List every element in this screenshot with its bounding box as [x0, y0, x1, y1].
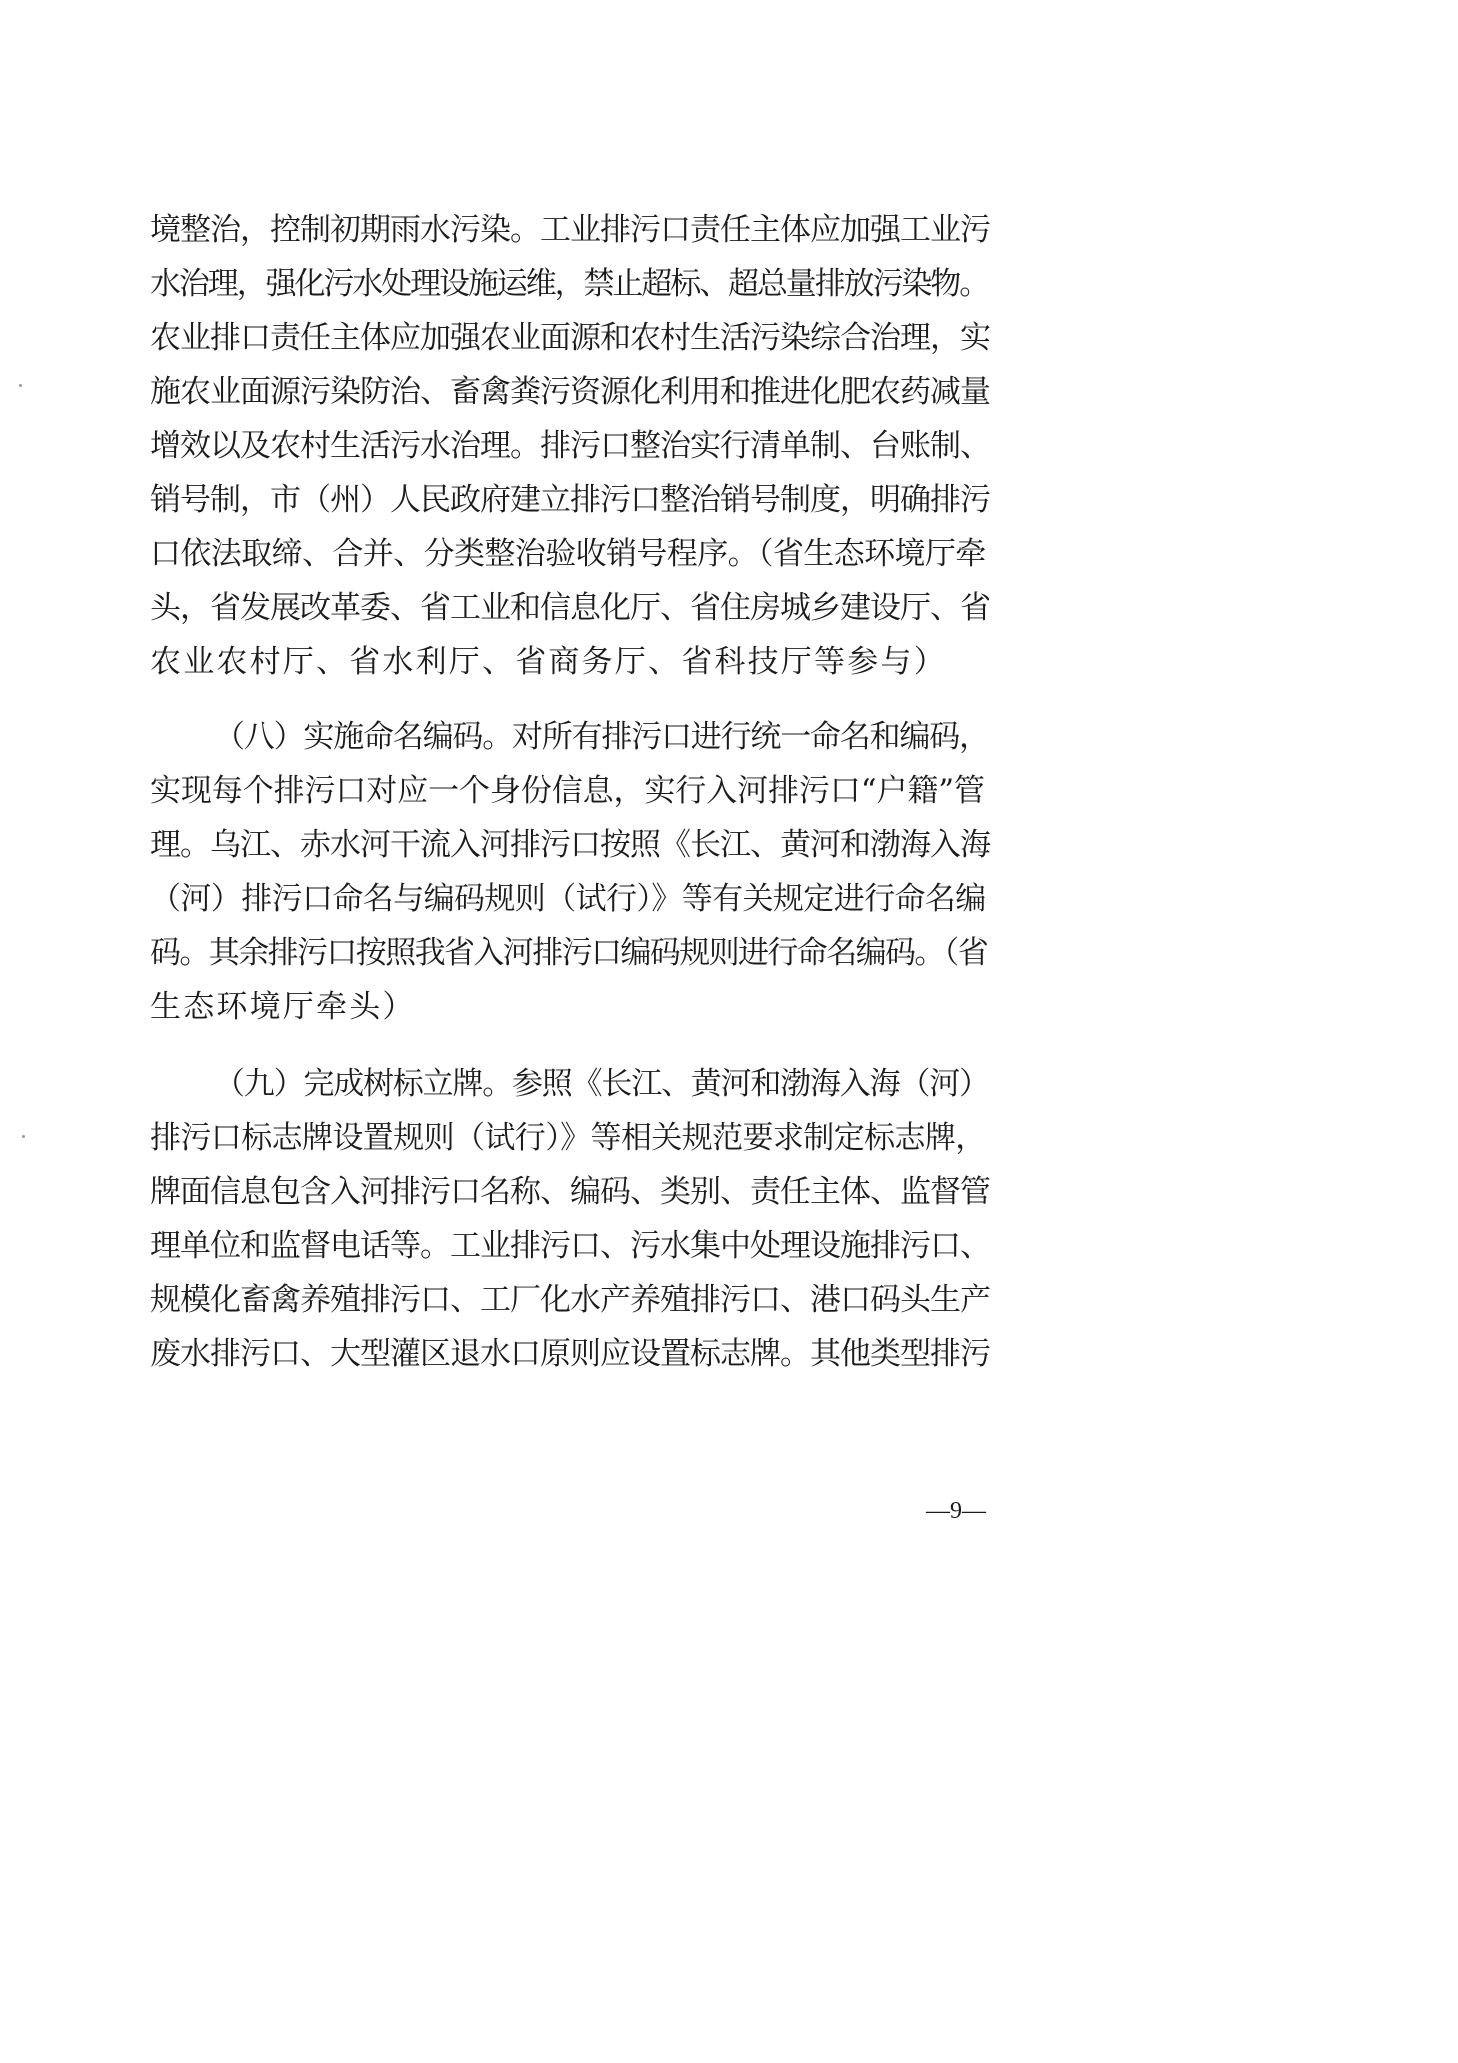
text-line: 头，省发展改革委、省工业和信息化厅、省住房城乡建设厅、省	[150, 590, 990, 626]
scan-speck	[19, 384, 22, 387]
text-line: 理单位和监督电话等。工业排污口、污水集中处理设施排污口、	[150, 1228, 990, 1264]
text-line: 牌面信息包含入河排污口名称、编码、类别、责任主体、监督管	[150, 1174, 990, 1210]
text-line: 销号制，市（州）人民政府建立排污口整治销号制度，明确排污	[150, 482, 990, 518]
text-line: 施农业面源污染防治、畜禽粪污资源化利用和推进化肥农药减量	[150, 374, 990, 410]
text-line: 口依法取缔、合并、分类整治验收销号程序。（省生态环境厅牵	[150, 536, 986, 572]
text-line: 排污口标志牌设置规则（试行）》等相关规范要求制定标志牌，	[150, 1120, 986, 1156]
text-line: 农业农村厅、省水利厅、省商务厅、省科技厅等参与）	[150, 644, 947, 680]
scan-speck	[22, 1135, 25, 1138]
text-line: 废水排污口、大型灌区退水口原则应设置标志牌。其他类型排污	[150, 1336, 990, 1372]
page-number: —9—	[926, 1498, 986, 1524]
text-line: 理。乌江、赤水河干流入河排污口按照《长江、黄河和渤海入海	[150, 827, 990, 863]
text-line: 生态环境厅牵头）	[150, 989, 416, 1025]
text-line: （九）完成树标立牌。参照《长江、黄河和渤海入海（河）	[214, 1066, 989, 1102]
text-line: 规模化畜禽养殖排污口、工厂化水产养殖排污口、港口码头生产	[150, 1282, 990, 1318]
text-line: 增效以及农村生活污水治理。排污口整治实行清单制、台账制、	[150, 428, 990, 464]
text-line: 实现每个排污口对应一个身份信息，实行入河排污口“户籍”管	[150, 773, 985, 809]
text-line: 农业排口责任主体应加强农业面源和农村生活污染综合治理，实	[150, 320, 990, 356]
text-line: 水治理，强化污水处理设施运维，禁止超标、超总量排放污染物。	[150, 266, 989, 302]
text-line: （河）排污口命名与编码规则（试行）》等有关规定进行命名编	[150, 881, 986, 917]
text-line: 码。其余排污口按照我省入河排污口编码规则进行命名编码。（省	[150, 935, 988, 971]
text-line: （八）实施命名编码。对所有排污口进行统一命名和编码，	[214, 719, 989, 755]
text-line: 境整治，控制初期雨水污染。工业排污口责任主体应加强工业污	[150, 212, 990, 248]
